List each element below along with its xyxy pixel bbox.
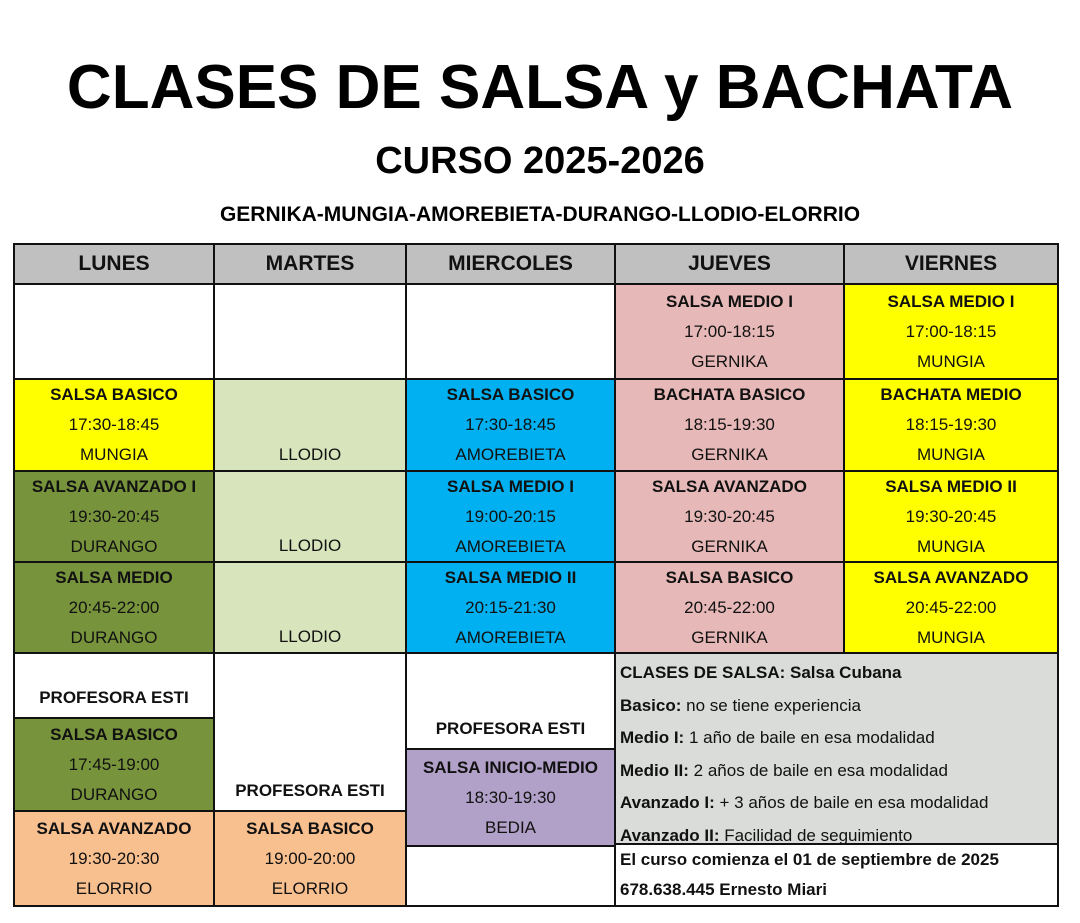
cell-line: SALSA BASICO [50, 385, 178, 404]
cell-line: VIERNES [904, 252, 998, 275]
level-text: 1 año de baile en esa modalidad [684, 728, 935, 747]
cell-line: 678.638.445 Ernesto Miari [620, 880, 827, 899]
cell-line: MARTES [265, 252, 355, 275]
class-cell [213, 283, 407, 380]
class-cell [405, 470, 616, 563]
class-cell [405, 283, 616, 380]
cell-line: 19:30-20:45 [684, 506, 775, 526]
teacher-label [213, 652, 407, 812]
cell-line: MUNGIA [80, 445, 148, 464]
class-cell [405, 378, 616, 472]
day-header-viernes [843, 243, 1059, 285]
cell-line: AMOREBIETA [455, 627, 566, 647]
class-cell [614, 561, 845, 654]
level-label: Basico: [620, 695, 682, 715]
cell-line: MIERCOLES [448, 252, 573, 275]
cell-line: AMOREBIETA [455, 536, 566, 556]
cell-line: LLODIO [278, 627, 342, 646]
class-cell [614, 283, 845, 380]
cell-line: SALSA MEDIO I [887, 291, 1015, 311]
cell-line: MUNGIA [917, 536, 985, 556]
cell-line: GERNIKA [691, 536, 768, 556]
course-subtitle: CURSO 2025-2026 [375, 140, 705, 182]
class-cell [405, 561, 616, 654]
cell-line: SALSA MEDIO [55, 567, 173, 587]
cell-line: ELORRIO [75, 878, 153, 898]
level-label: Medio I: [620, 728, 685, 747]
class-cell [213, 561, 407, 654]
class-cell [614, 470, 845, 563]
level-text: Facilidad de seguimiento [719, 825, 913, 845]
cell-line: PROFESORA ESTI [435, 719, 586, 738]
class-cell [843, 378, 1059, 472]
level-description [620, 722, 935, 755]
class-cell [843, 561, 1059, 654]
cell-line: 17:00-18:15 [684, 321, 775, 341]
cell-line: ELORRIO [271, 878, 349, 898]
cell-line: 17:00-18:15 [905, 321, 997, 341]
cell-line: MUNGIA [917, 627, 985, 647]
level-label: Avanzado I: [620, 793, 715, 812]
cell-line: 19:30-20:45 [905, 506, 997, 526]
cell-line: BACHATA BASICO [653, 385, 806, 404]
day-header-jueves [614, 243, 845, 285]
cell-line: 17:30-18:45 [68, 415, 160, 434]
day-header-martes [213, 243, 407, 285]
cell-line: 18:30-19:30 [465, 787, 556, 807]
class-cell [13, 561, 215, 654]
class-cell [13, 470, 215, 563]
level-text: 2 años de baile en esa modalidad [688, 760, 948, 780]
class-cell [213, 378, 407, 472]
class-cell [405, 748, 616, 847]
cell-line: 20:45-22:00 [68, 597, 160, 617]
cell-line: SALSA MEDIO I [447, 476, 574, 496]
cell-line: SALSA BASICO [665, 567, 794, 587]
cell-line: SALSA INICIO-MEDIO [422, 757, 599, 777]
level-description [620, 820, 912, 846]
cell-line: BACHATA MEDIO [880, 385, 1022, 404]
day-header-lunes [13, 243, 215, 285]
teacher-label [13, 652, 215, 719]
cell-line: 17:30-18:45 [465, 415, 556, 434]
cell-line: BEDIA [484, 817, 537, 837]
cell-line: 19:00-20:15 [465, 506, 556, 526]
cell-line: LUNES [78, 252, 150, 275]
cell-line: 20:45-22:00 [684, 597, 775, 617]
cell-line: DURANGO [70, 536, 158, 556]
cell-line: SALSA MEDIO II [444, 567, 577, 587]
locations-line: GERNIKA-MUNGIA-AMOREBIETA-DURANGO-LLODIO-ELORRIO [219, 203, 861, 226]
class-cell [213, 470, 407, 563]
class-cell [213, 810, 407, 907]
footer-info [614, 843, 1059, 907]
cell-line: 20:45-22:00 [905, 597, 997, 617]
level-description [620, 787, 988, 820]
cell-line: SALSA AVANZADO [652, 476, 807, 496]
cell-line: GERNIKA [691, 627, 768, 647]
cell-line: MUNGIA [917, 445, 985, 464]
class-cell [614, 378, 845, 472]
page-title: CLASES DE SALSA y BACHATA [66, 53, 1014, 122]
cell-line: 19:00-20:00 [264, 848, 356, 868]
cell-line: 19:30-20:45 [68, 506, 160, 526]
level-text: no se tiene experiencia [681, 695, 861, 715]
cell-line: SALSA BASICO [50, 724, 178, 744]
cell-line: JUEVES [688, 252, 771, 275]
teacher-label [405, 652, 616, 750]
cell-line: DURANGO [70, 784, 158, 804]
cell-line: MUNGIA [917, 351, 985, 371]
cell-line: El curso comienza el 01 de septiembre de 2025 [620, 850, 999, 869]
cell-line: PROFESORA ESTI [39, 688, 189, 707]
cell-line: 20:15-21:30 [465, 597, 556, 617]
cell-line: 18:15-19:30 [905, 415, 997, 434]
cell-line: LLODIO [278, 445, 342, 464]
class-cell [843, 283, 1059, 380]
cell-line: SALSA AVANZADO [36, 818, 192, 838]
level-description [620, 690, 861, 723]
cell-line: SALSA MEDIO II [885, 476, 1017, 496]
day-header-miercoles [405, 243, 616, 285]
cell-line: PROFESORA ESTI [235, 781, 385, 800]
cell-line: SALSA BASICO [446, 385, 575, 404]
class-cell [13, 283, 215, 380]
cell-line: AMOREBIETA [455, 445, 566, 464]
level-label: Medio II: [620, 760, 689, 780]
empty-cell [405, 845, 616, 907]
cell-line: GERNIKA [691, 351, 768, 371]
cell-line: SALSA AVANZADO [873, 567, 1029, 587]
cell-line: SALSA AVANZADO I [31, 476, 197, 496]
cell-line: LLODIO [278, 536, 342, 555]
class-cell [13, 810, 215, 907]
level-description [620, 755, 948, 788]
cell-line: DURANGO [70, 627, 158, 647]
level-description [620, 657, 902, 690]
level-info [614, 652, 1059, 845]
cell-line: 17:45-19:00 [68, 754, 160, 774]
level-label: Avanzado II: [620, 825, 720, 845]
cell-line: GERNIKA [691, 445, 768, 464]
cell-line: 19:30-20:30 [68, 848, 160, 868]
class-cell [843, 470, 1059, 563]
class-cell [13, 378, 215, 472]
cell-line: SALSA BASICO [246, 818, 374, 838]
cell-line: SALSA MEDIO I [666, 291, 793, 311]
class-cell [13, 717, 215, 812]
level-label: CLASES DE SALSA: Salsa Cubana [620, 663, 902, 682]
level-text: + 3 años de baile en esa modalidad [714, 793, 989, 812]
cell-line: 18:15-19:30 [684, 415, 775, 434]
